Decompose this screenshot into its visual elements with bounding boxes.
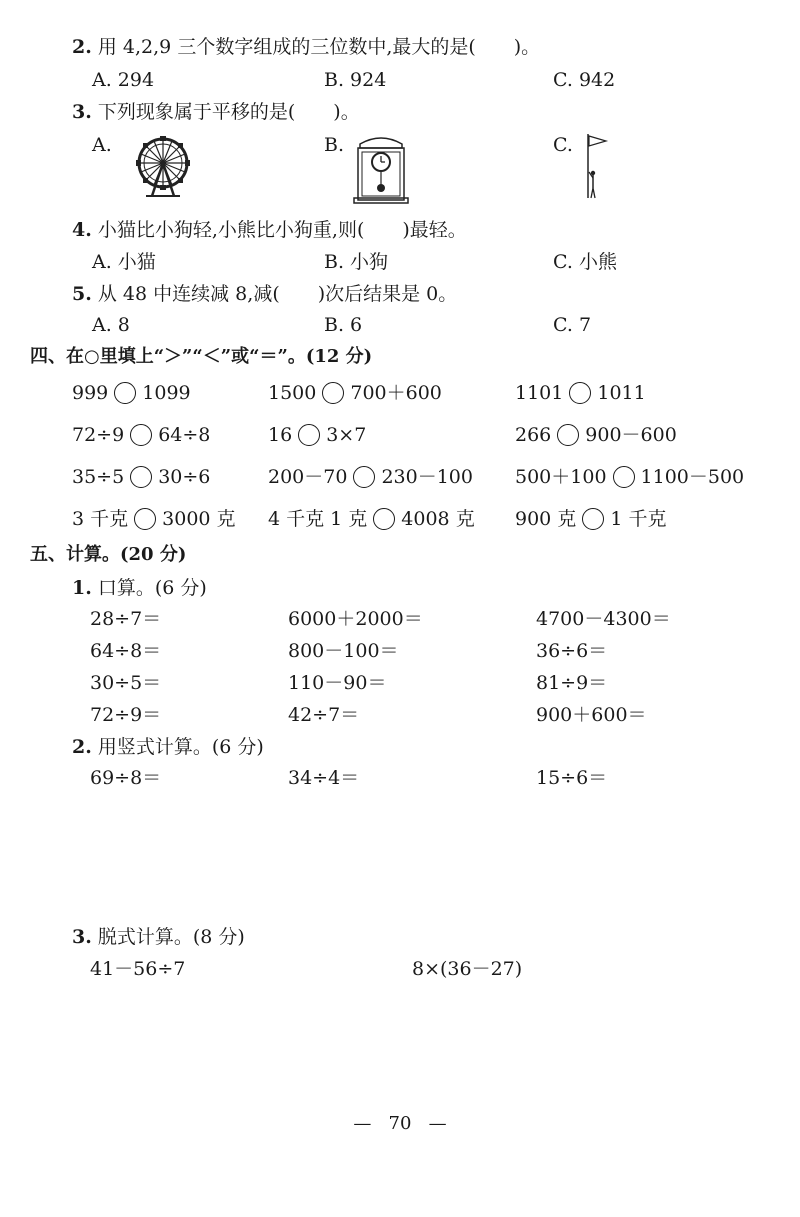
compare-left: 4 千克 1 克 bbox=[268, 508, 368, 530]
section-5-title: 五、计算。(20 分) bbox=[30, 544, 187, 565]
q4-option-c[interactable]: C. 小熊 bbox=[553, 251, 617, 273]
question-2-number: 2. bbox=[72, 36, 92, 58]
step-calc-item[interactable]: 8×(36－27) bbox=[412, 958, 523, 980]
compare-left: 200－70 bbox=[268, 466, 348, 488]
page-dash-left: — bbox=[353, 1113, 372, 1134]
answer-circle[interactable] bbox=[582, 508, 604, 530]
page-number bbox=[0, 1113, 800, 1134]
part-1-heading bbox=[72, 576, 207, 600]
q2-option-a[interactable]: A. 294 bbox=[92, 69, 155, 91]
compare-left: 999 bbox=[72, 382, 109, 404]
part-3-heading bbox=[72, 925, 245, 949]
page-number-value: 70 bbox=[388, 1113, 412, 1134]
compare-right: 700＋600 bbox=[350, 382, 442, 404]
part-2-title: 用竖式计算。(6 分) bbox=[97, 736, 264, 758]
vertical-calc-item[interactable]: 34÷4＝ bbox=[288, 767, 360, 789]
q3-option-b[interactable]: B. bbox=[324, 134, 345, 156]
compare-item[interactable] bbox=[515, 380, 646, 406]
oral-item[interactable]: 30÷5＝ bbox=[90, 672, 162, 694]
section-4-title: 四、在○里填上“＞”“＜”或“＝”。(12 分) bbox=[30, 346, 373, 367]
q4-option-a[interactable]: A. 小猫 bbox=[92, 251, 156, 273]
oral-item[interactable]: 36÷6＝ bbox=[536, 640, 608, 662]
question-5 bbox=[72, 282, 457, 306]
question-3 bbox=[72, 100, 360, 124]
q4-option-b[interactable]: B. 小狗 bbox=[324, 251, 389, 273]
part-2-number: 2. bbox=[72, 736, 92, 758]
q5-option-a[interactable]: A. 8 bbox=[92, 314, 130, 336]
compare-left: 900 克 bbox=[515, 508, 577, 530]
vertical-calc-item[interactable]: 15÷6＝ bbox=[536, 767, 608, 789]
page-dash-right: — bbox=[428, 1113, 447, 1134]
compare-left: 16 bbox=[268, 424, 293, 446]
question-4-number: 4. bbox=[72, 219, 92, 241]
question-2-stem: 用 4,2,9 三个数字组成的三位数中,最大的是( )。 bbox=[97, 36, 541, 58]
compare-right: 4008 克 bbox=[401, 508, 475, 530]
compare-item[interactable] bbox=[515, 464, 744, 490]
compare-left: 1500 bbox=[268, 382, 317, 404]
oral-item[interactable]: 42÷7＝ bbox=[288, 704, 360, 726]
compare-right: 64÷8 bbox=[158, 424, 211, 446]
part-1-title: 口算。(6 分) bbox=[97, 577, 207, 599]
compare-right: 1 千克 bbox=[610, 508, 667, 530]
compare-item[interactable] bbox=[72, 380, 191, 406]
compare-left: 1101 bbox=[515, 382, 564, 404]
compare-right: 3000 克 bbox=[162, 508, 236, 530]
pendulum-clock-icon bbox=[350, 132, 412, 204]
step-calc-item[interactable]: 41－56÷7 bbox=[90, 958, 186, 980]
answer-circle[interactable] bbox=[322, 382, 344, 404]
answer-circle[interactable] bbox=[569, 382, 591, 404]
compare-item[interactable] bbox=[515, 506, 666, 532]
oral-item[interactable]: 81÷9＝ bbox=[536, 672, 608, 694]
compare-right: 1011 bbox=[597, 382, 646, 404]
answer-circle[interactable] bbox=[134, 508, 156, 530]
q5-option-c[interactable]: C. 7 bbox=[553, 314, 592, 336]
q2-option-c[interactable]: C. 942 bbox=[553, 69, 616, 91]
compare-right: 230－100 bbox=[381, 466, 473, 488]
compare-right: 1100－500 bbox=[640, 466, 745, 488]
q3-option-c[interactable]: C. bbox=[553, 134, 573, 156]
compare-item[interactable] bbox=[72, 506, 236, 532]
answer-circle[interactable] bbox=[130, 466, 152, 488]
answer-circle[interactable] bbox=[353, 466, 375, 488]
answer-circle[interactable] bbox=[557, 424, 579, 446]
q2-option-b[interactable]: B. 924 bbox=[324, 69, 387, 91]
question-2 bbox=[72, 35, 540, 59]
q5-option-b[interactable]: B. 6 bbox=[324, 314, 363, 336]
question-5-number: 5. bbox=[72, 283, 92, 305]
compare-left: 3 千克 bbox=[72, 508, 129, 530]
oral-item[interactable]: 72÷9＝ bbox=[90, 704, 162, 726]
flag-raising-icon bbox=[578, 132, 618, 200]
oral-item[interactable]: 64÷8＝ bbox=[90, 640, 162, 662]
oral-item[interactable]: 800－100＝ bbox=[288, 640, 399, 662]
question-4-stem: 小猫比小狗轻,小熊比小狗重,则( )最轻。 bbox=[97, 219, 467, 241]
compare-right: 30÷6 bbox=[158, 466, 211, 488]
compare-item[interactable] bbox=[72, 464, 210, 490]
answer-circle[interactable] bbox=[613, 466, 635, 488]
compare-right: 3×7 bbox=[326, 424, 367, 446]
part-3-number: 3. bbox=[72, 926, 92, 948]
answer-circle[interactable] bbox=[114, 382, 136, 404]
part-2-heading bbox=[72, 735, 264, 759]
answer-circle[interactable] bbox=[298, 424, 320, 446]
ferris-wheel-icon bbox=[132, 136, 194, 198]
compare-left: 35÷5 bbox=[72, 466, 125, 488]
compare-right: 1099 bbox=[142, 382, 191, 404]
part-1-number: 1. bbox=[72, 577, 92, 599]
compare-item[interactable] bbox=[268, 422, 366, 448]
q3-option-a[interactable]: A. bbox=[92, 134, 112, 156]
answer-circle[interactable] bbox=[130, 424, 152, 446]
vertical-calc-item[interactable]: 69÷8＝ bbox=[90, 767, 162, 789]
compare-item[interactable] bbox=[268, 464, 473, 490]
compare-item[interactable] bbox=[268, 380, 442, 406]
oral-item[interactable]: 110－90＝ bbox=[288, 672, 387, 694]
question-3-stem: 下列现象属于平移的是( )。 bbox=[97, 101, 360, 123]
compare-left: 72÷9 bbox=[72, 424, 125, 446]
compare-left: 266 bbox=[515, 424, 552, 446]
part-3-title: 脱式计算。(8 分) bbox=[97, 926, 245, 948]
question-3-number: 3. bbox=[72, 101, 92, 123]
answer-circle[interactable] bbox=[373, 508, 395, 530]
question-5-stem: 从 48 中连续减 8,减( )次后结果是 0。 bbox=[97, 283, 458, 305]
compare-left: 500＋100 bbox=[515, 466, 607, 488]
oral-item[interactable]: 6000＋2000＝ bbox=[288, 608, 423, 630]
compare-item[interactable] bbox=[72, 422, 210, 448]
oral-item[interactable]: 900＋600＝ bbox=[536, 704, 647, 726]
oral-item[interactable]: 28÷7＝ bbox=[90, 608, 162, 630]
compare-right: 900－600 bbox=[585, 424, 677, 446]
oral-item[interactable]: 4700－4300＝ bbox=[536, 608, 671, 630]
compare-item[interactable] bbox=[515, 422, 677, 448]
question-4 bbox=[72, 218, 467, 242]
compare-item[interactable] bbox=[268, 506, 475, 532]
